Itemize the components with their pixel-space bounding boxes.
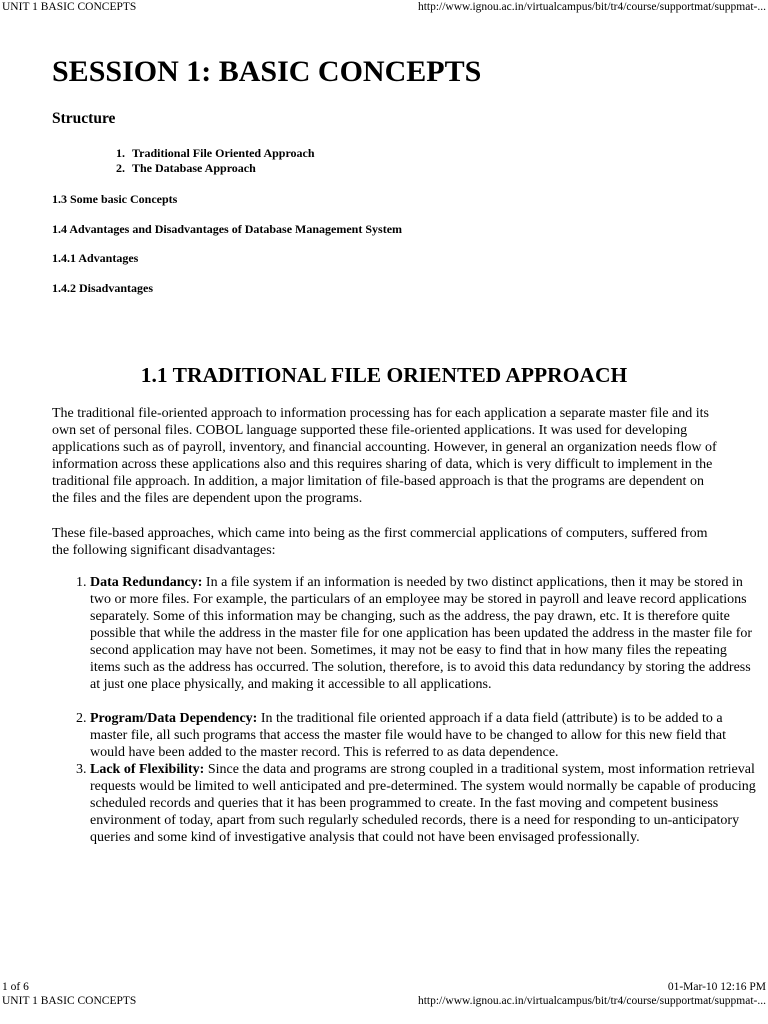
header-url: http://www.ignou.ac.in/virtualcampus/bit/tr4/course/supportmat/suppmat-... — [417, 995, 766, 1007]
list-item-text: In the traditional file oriented approach if a data field (attribute) is to be added to a master file, all such programs that access the master file would have to be changed to allow for this new field that would have been added to the master record. This is referred to as data dependence. — [90, 711, 727, 760]
structure-list — [52, 146, 315, 176]
toc-item: 1.3 Some basic Concepts — [52, 192, 178, 206]
disadvantages-list — [52, 574, 760, 846]
list-item-text: In a file system if an information is needed by two distinct applications, then it may be stored in two or more files. For example, the particulars of an employee may be stored in payroll and leave record applications separately. Some of this information may be changing, such as the address, the pay drawn, etc. It is therefore quite possible that while the address in the master file for one application has been updated the address in the master file for second application may have not been. Sometimes, it may not be easy to find that in how many files the repeating items such as the address has occurred. The solution, therefore, is to avoid this data redundancy by storing the address at just one place physically, and making it accessible to all applications. — [90, 575, 753, 692]
structure-item: 1. Traditional File Oriented Approach — [128, 146, 315, 161]
header-url: http://www.ignou.ac.in/virtualcampus/bit/tr4/course/supportmat/suppmat-... — [417, 1, 766, 13]
list-item-term: Data Redundancy: — [90, 575, 203, 590]
print-header — [0, 0, 768, 14]
header-title: UNIT 1 BASIC CONCEPTS — [2, 1, 137, 13]
structure-item: 2. The Database Approach — [128, 161, 315, 176]
print-datetime: 01-Mar-10 12:16 PM — [667, 981, 766, 993]
list-item — [90, 574, 760, 693]
list-item — [90, 710, 760, 761]
toc-item: 1.4 Advantages and Disadvantages of Database Management System — [52, 222, 403, 236]
list-item-term: Program/Data Dependency: — [90, 711, 258, 726]
paragraph: These file-based approaches, which came into being as the first commercial applications of computers, suffered from the following significant disadvantages: — [52, 526, 708, 558]
list-item — [90, 761, 760, 846]
structure-heading: Structure — [52, 110, 116, 127]
list-item-text: Since the data and programs are strong coupled in a traditional system, most information retrieval requests would be limited to well anticipated and pre-determined. The system would normally be capable of producing scheduled records and queries that it has been programmed to create. In the fast moving and competent business environment of today, apart from such regularly scheduled records, there is a need for responding to un-anticipatory queries and some kind of investigative analysis that could not have been envisaged professionally. — [90, 762, 756, 845]
toc-item: 1.4.1 Advantages — [52, 251, 139, 265]
print-header-next — [0, 994, 768, 1008]
toc-item: 1.4.2 Disadvantages — [52, 281, 154, 295]
section-heading: 1.1 TRADITIONAL FILE ORIENTED APPROACH — [140, 363, 628, 387]
print-footer — [0, 980, 768, 994]
header-title: UNIT 1 BASIC CONCEPTS — [2, 995, 137, 1007]
page-title: SESSION 1: BASIC CONCEPTS — [52, 55, 482, 88]
paragraph: The traditional file-oriented approach to information processing has for each application a separate master file and its own set of personal files. COBOL language supported these file-oriented applications. It was used for developing applications such as of payroll, inventory, and financial accounting. However, in general an organization needs flow of information across these applications also and this requires sharing of data, which is very difficult to implement in the traditional file approach. In addition, a major limitation of file-based approach is that the programs are dependent on the files and the files are dependent upon the programs. — [52, 406, 717, 506]
page-number: 1 of 6 — [2, 981, 29, 993]
list-item-term: Lack of Flexibility: — [90, 762, 205, 777]
